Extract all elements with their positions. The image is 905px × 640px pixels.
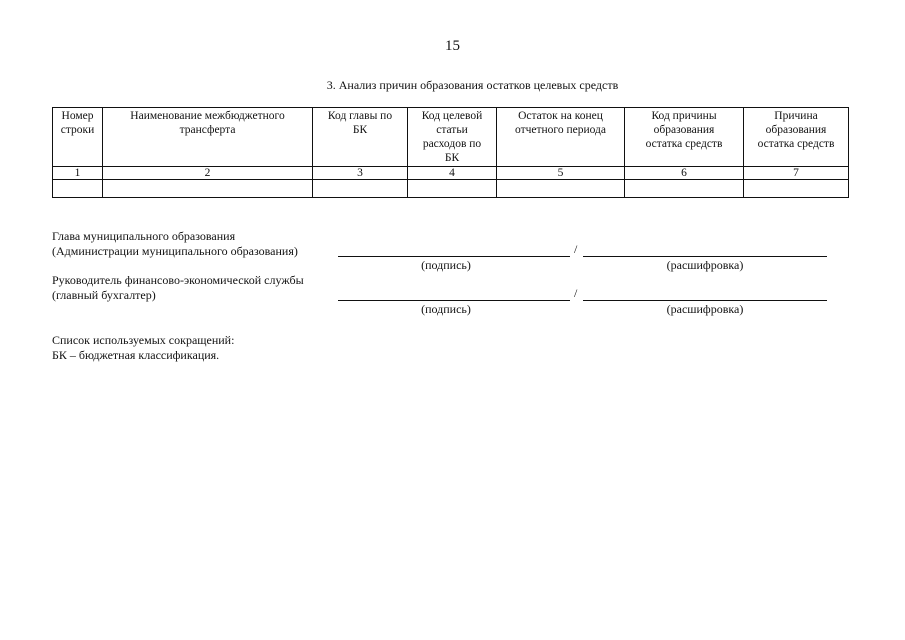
column-number: 4 — [408, 167, 497, 180]
abbreviations-title: Список используемых сокращений: — [52, 333, 235, 347]
header-target-article-code: Код целевой статьи расходов по БК — [408, 108, 497, 167]
separator-slash: / — [574, 242, 578, 256]
decoding-caption: (расшифровка) — [666, 258, 744, 272]
empty-cell — [53, 180, 103, 198]
header-reason-code: Код причины образования остатка средств — [625, 108, 744, 167]
table-header-row — [53, 108, 849, 167]
signature-line — [338, 300, 570, 301]
empty-cell — [103, 180, 313, 198]
page-number: 15 — [445, 38, 460, 54]
signature-line — [338, 256, 570, 257]
decoding-line — [583, 256, 827, 257]
signature-caption: (подпись) — [421, 258, 471, 272]
header-chapter-code: Код главы по БК — [313, 108, 408, 167]
table-row — [53, 180, 849, 198]
column-numbers-row — [53, 167, 849, 180]
section-title: 3. Анализ причин образования остатков целевых средств — [326, 78, 619, 92]
residuals-table — [52, 107, 849, 198]
header-end-balance: Остаток на конец отчетного периода — [497, 108, 625, 167]
empty-cell — [313, 180, 408, 198]
abbreviation-item: БК – бюджетная классификация. — [52, 348, 220, 362]
empty-cell — [744, 180, 849, 198]
header-row-number: Номер строки — [53, 108, 103, 167]
empty-cell — [408, 180, 497, 198]
column-number: 5 — [497, 167, 625, 180]
header-transfer-name: Наименование межбюджетного трансферта — [103, 108, 313, 167]
empty-cell — [497, 180, 625, 198]
column-number: 2 — [103, 167, 313, 180]
header-reason: Причина образования остатка средств — [744, 108, 849, 167]
decoding-line — [583, 300, 827, 301]
decoding-caption: (расшифровка) — [666, 302, 744, 316]
column-number: 3 — [313, 167, 408, 180]
column-number: 1 — [53, 167, 103, 180]
empty-cell — [625, 180, 744, 198]
chief-accountant-label: Руководитель финансово-экономической службы (главный бухгалтер) — [52, 273, 304, 302]
separator-slash: / — [574, 286, 578, 300]
column-number: 6 — [625, 167, 744, 180]
head-of-municipality-label: Глава муниципального образования (Администрации муниципального образования) — [52, 229, 298, 258]
column-number: 7 — [744, 167, 849, 180]
signature-caption: (подпись) — [421, 302, 471, 316]
